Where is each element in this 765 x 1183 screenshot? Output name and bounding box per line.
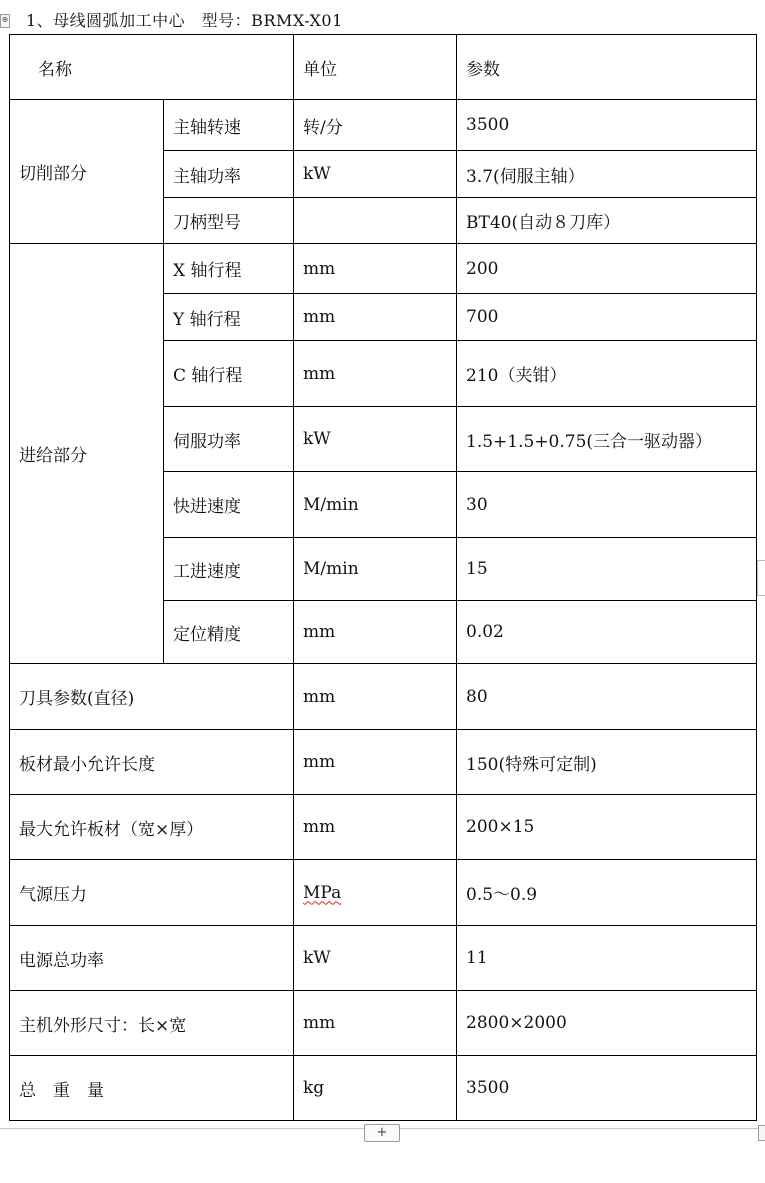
row-param-cell: 15 [457,538,757,601]
row-unit-cell: kW [294,151,457,198]
table-header-row [10,35,757,100]
row-name-cell: 刀具参数(直径) [10,664,294,730]
table-row [10,926,757,991]
row-unit-cell: mm [294,730,457,795]
row-unit-cell: mm [294,244,457,294]
row-param-cell: 3500 [457,1056,757,1121]
row-name-cell: 工进速度 [164,538,294,601]
row-name-cell: 主机外形尺寸：长×宽 [10,991,294,1056]
row-unit-cell: mm [294,991,457,1056]
row-unit-cell: mm [294,601,457,664]
header-name-cell: 名称 [10,35,294,100]
row-param-cell: 3.7(伺服主轴） [457,151,757,198]
table-row [10,100,757,151]
spellcheck-flagged-unit: MPa [303,882,342,903]
row-name-cell: 气源压力 [10,860,294,926]
row-param-cell: BT40(自动８刀库） [457,198,757,244]
row-unit-cell [294,198,457,244]
row-name-cell: 主轴转速 [164,100,294,151]
table-resize-handle[interactable] [758,1125,765,1141]
row-param-cell: 3500 [457,100,757,151]
row-param-cell: 80 [457,664,757,730]
table-row [10,795,757,860]
row-unit-cell: mm [294,341,457,407]
row-name-cell: 电源总功率 [10,926,294,991]
row-name-cell: Y 轴行程 [164,294,294,341]
row-name-cell: 快进速度 [164,472,294,538]
row-param-cell: 30 [457,472,757,538]
row-name-cell: X 轴行程 [164,244,294,294]
row-unit-cell: mm [294,795,457,860]
row-unit-cell: kW [294,926,457,991]
row-name-cell: 板材最小允许长度 [10,730,294,795]
row-name-cell: 主轴功率 [164,151,294,198]
table-row [10,244,757,294]
table-row [10,664,757,730]
row-name-cell: 刀柄型号 [164,198,294,244]
group-cell-cutting: 切削部分 [10,100,164,244]
row-param-cell: 2800×2000 [457,991,757,1056]
table-row [10,991,757,1056]
table-row [10,1056,757,1121]
row-unit-cell: kg [294,1056,457,1121]
row-unit-cell: kW [294,407,457,472]
row-param-cell: 1.5+1.5+0.75(三合一驱动器） [457,407,757,472]
row-param-cell: 11 [457,926,757,991]
document-heading: 1、母线圆弧加工中心 型号：BRMX-X01 [26,11,343,30]
row-name-cell: 总 重 量 [10,1056,294,1121]
row-resize-marker[interactable] [757,560,765,596]
header-unit-cell: 单位 [294,35,457,100]
row-unit-cell: M/min [294,472,457,538]
row-unit-cell: mm [294,664,457,730]
table-row [10,730,757,795]
spec-table [9,34,757,1121]
row-unit-cell: mm [294,294,457,341]
row-param-cell: 200×15 [457,795,757,860]
row-name-cell: 定位精度 [164,601,294,664]
table-row [10,860,757,926]
header-param-cell: 参数 [457,35,757,100]
row-name-cell: 伺服功率 [164,407,294,472]
row-param-cell: 0.02 [457,601,757,664]
table-move-handle[interactable]: ⊕ [0,14,10,28]
row-unit-cell [294,860,457,926]
row-param-cell: 700 [457,294,757,341]
row-unit-cell: 转/分 [294,100,457,151]
add-row-button[interactable]: + [364,1124,400,1142]
group-cell-feed: 进给部分 [10,244,164,664]
row-param-cell: 0.5～0.9 [457,860,757,926]
row-param-cell: 150(特殊可定制) [457,730,757,795]
row-param-cell: 210（夹钳） [457,341,757,407]
row-name-cell: 最大允许板材（宽×厚） [10,795,294,860]
row-name-cell: C 轴行程 [164,341,294,407]
row-unit-cell: M/min [294,538,457,601]
row-param-cell: 200 [457,244,757,294]
